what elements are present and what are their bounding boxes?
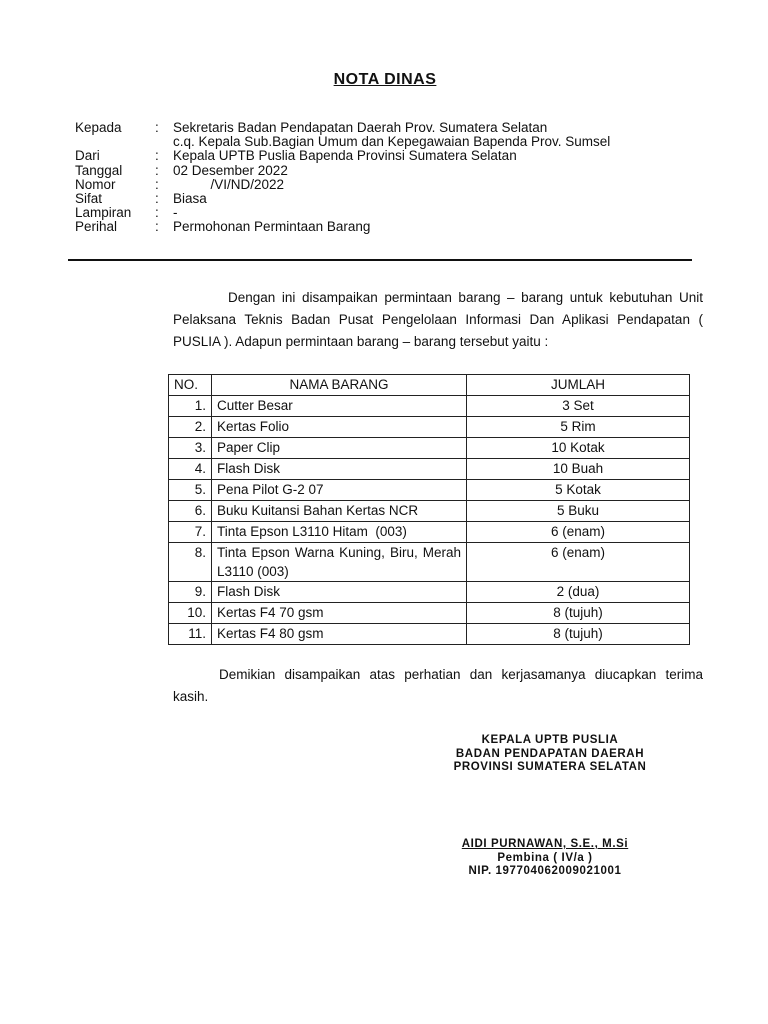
column-header-no: NO. bbox=[169, 375, 212, 396]
table-row bbox=[169, 396, 690, 417]
cell-qty: 8 (tujuh) bbox=[467, 603, 690, 624]
cell-no: 4. bbox=[169, 459, 212, 480]
cell-no: 7. bbox=[169, 522, 212, 543]
header-value: c.q. Kepala Sub.Bagian Umum dan Kepegawaian Bapenda Prov. Sumsel bbox=[173, 134, 611, 150]
intro-paragraph: Dengan ini disampaikan permintaan barang – barang untuk kebutuhan Unit Pelaksana Teknis Badan Pusat Pengelolaan Informasi Dan Aplikasi Pendapatan ( PUSLIA ). Adapun permintaan barang – barang tersebut yaitu : bbox=[173, 290, 703, 349]
table-row bbox=[169, 543, 690, 582]
header-label: Nomor bbox=[75, 176, 116, 192]
header-row-cq bbox=[75, 135, 715, 149]
table-row bbox=[169, 603, 690, 624]
table-header-row bbox=[169, 375, 690, 396]
header-colon: : bbox=[155, 120, 159, 135]
items-table bbox=[168, 374, 690, 645]
cell-no: 6. bbox=[169, 501, 212, 522]
cell-name: Buku Kuitansi Bahan Kertas NCR bbox=[212, 501, 467, 522]
header-row-dari bbox=[75, 149, 715, 163]
table-row bbox=[169, 582, 690, 603]
cell-name: Kertas F4 70 gsm bbox=[212, 603, 467, 624]
cell-no: 3. bbox=[169, 438, 212, 459]
header-value: Kepala UPTB Puslia Bapenda Provinsi Sumatera Selatan bbox=[173, 148, 517, 164]
signatory-block bbox=[415, 838, 675, 879]
table-row bbox=[169, 417, 690, 438]
signature-position: KEPALA UPTB PUSLIA bbox=[481, 734, 619, 746]
cell-no: 9. bbox=[169, 582, 212, 603]
header-label: Lampiran bbox=[75, 205, 132, 221]
header-row-tanggal bbox=[75, 164, 715, 178]
cell-qty: 2 (dua) bbox=[467, 582, 690, 603]
table-row bbox=[169, 522, 690, 543]
cell-qty: 6 (enam) bbox=[467, 543, 690, 582]
signature-province: PROVINSI SUMATERA SELATAN bbox=[453, 761, 647, 773]
table-row bbox=[169, 459, 690, 480]
cell-no: 11. bbox=[169, 624, 212, 645]
header-colon: : bbox=[155, 205, 159, 221]
cell-qty: 10 Kotak bbox=[467, 438, 690, 459]
signatory-rank: Pembina ( IV/a ) bbox=[497, 851, 593, 864]
header-colon: : bbox=[155, 219, 159, 235]
header-colon: : bbox=[155, 190, 159, 206]
signatory-name: AIDI PURNAWAN, S.E., M.Si bbox=[461, 838, 629, 850]
cell-qty: 5 Rim bbox=[467, 417, 690, 438]
cell-qty: 3 Set bbox=[467, 396, 690, 417]
cell-name: Flash Disk bbox=[212, 459, 467, 480]
header-label: Tanggal bbox=[75, 162, 123, 178]
header-label: Perihal bbox=[75, 219, 118, 235]
header-value: Permohonan Permintaan Barang bbox=[173, 219, 371, 235]
cell-qty: 5 Buku bbox=[467, 501, 690, 522]
header-row-perihal bbox=[75, 220, 715, 234]
header-value: - bbox=[173, 205, 178, 221]
cell-qty: 10 Buah bbox=[467, 459, 690, 480]
cell-name: Flash Disk bbox=[212, 582, 467, 603]
header-colon: : bbox=[155, 148, 159, 164]
table-row bbox=[169, 624, 690, 645]
header-label bbox=[75, 135, 155, 149]
cell-name: Pena Pilot G-2 07 bbox=[212, 480, 467, 501]
cell-no: 8. bbox=[169, 543, 212, 582]
cell-name: Tinta Epson L3110 Hitam (003) bbox=[212, 522, 467, 543]
header-value: /VI/ND/2022 bbox=[173, 176, 285, 192]
header-value: Sekretaris Badan Pendapatan Daerah Prov. Sumatera Selatan bbox=[173, 120, 548, 135]
column-header-name: NAMA BARANG bbox=[212, 375, 467, 396]
table-row bbox=[169, 480, 690, 501]
header-colon: : bbox=[155, 176, 159, 192]
header-row-kepada bbox=[75, 121, 715, 135]
cell-name: Cutter Besar bbox=[212, 396, 467, 417]
cell-name: Paper Clip bbox=[212, 438, 467, 459]
cell-name: Tinta Epson Warna Kuning, Biru, Merah L3110 (003) bbox=[212, 543, 467, 582]
header-divider bbox=[68, 259, 692, 261]
header-label: Sifat bbox=[75, 190, 103, 206]
table-row bbox=[169, 501, 690, 522]
table-row bbox=[169, 438, 690, 459]
document-title: NOTA DINAS bbox=[333, 71, 437, 88]
cell-qty: 8 (tujuh) bbox=[467, 624, 690, 645]
signature-agency: BADAN PENDAPATAN DAERAH bbox=[455, 747, 645, 760]
header-label: Kepada bbox=[75, 120, 122, 135]
header-value: 02 Desember 2022 bbox=[173, 162, 288, 178]
cell-no: 2. bbox=[169, 417, 212, 438]
cell-qty: 6 (enam) bbox=[467, 522, 690, 543]
closing-paragraph: Demikian disampaikan atas perhatian dan kerjasamanya diucapkan terima kasih. bbox=[173, 667, 703, 704]
header-block bbox=[75, 121, 715, 235]
column-header-qty: JUMLAH bbox=[467, 375, 690, 396]
header-row-sifat bbox=[75, 192, 715, 206]
signature-title-block bbox=[420, 734, 680, 775]
header-value: Biasa bbox=[173, 190, 207, 206]
cell-name: Kertas F4 80 gsm bbox=[212, 624, 467, 645]
cell-no: 1. bbox=[169, 396, 212, 417]
header-label: Dari bbox=[75, 148, 100, 164]
header-row-lampiran bbox=[75, 206, 715, 220]
cell-name: Kertas Folio bbox=[212, 417, 467, 438]
cell-qty: 5 Kotak bbox=[467, 480, 690, 501]
cell-no: 10. bbox=[169, 603, 212, 624]
header-row-nomor bbox=[75, 178, 715, 192]
header-colon-blank bbox=[155, 135, 173, 149]
cell-no: 5. bbox=[169, 480, 212, 501]
header-colon: : bbox=[155, 162, 159, 178]
signatory-nip: NIP. 197704062009021001 bbox=[468, 865, 622, 877]
